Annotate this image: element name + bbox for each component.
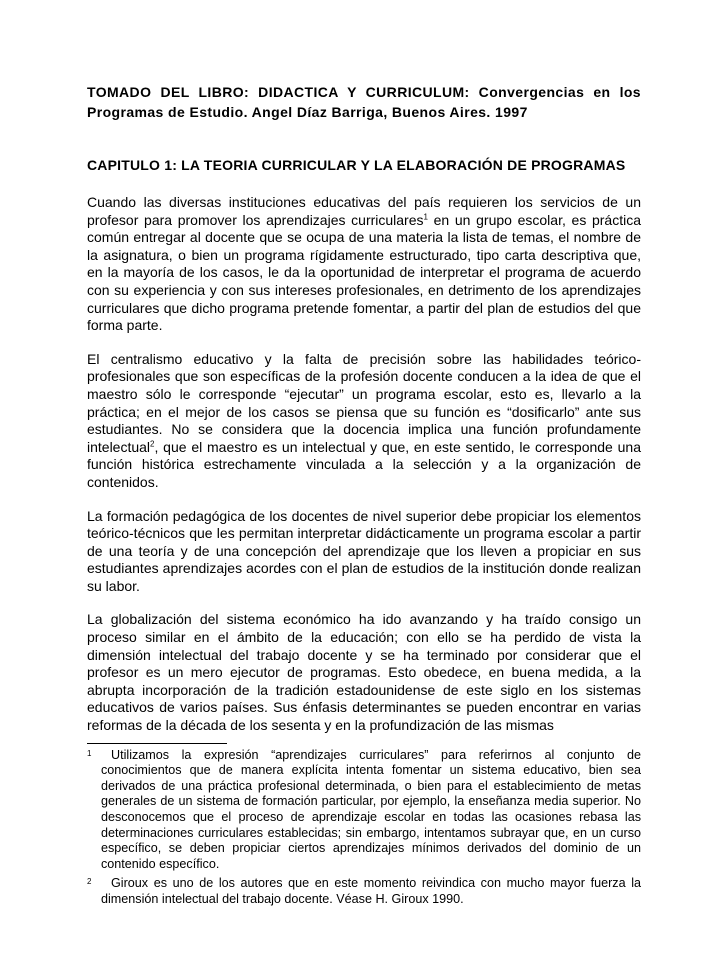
footnote-2-mark: 2 xyxy=(87,877,92,887)
paragraph-1 xyxy=(87,194,641,335)
footnote-1 xyxy=(87,748,641,873)
paragraph-2-text-b: , que el maestro es un intelectual y que, en este sentido, le corresponde una función histórica estrechamente vinculada a la selección y a la organización de contenidos. xyxy=(87,438,641,490)
paragraph-1-text-b: en un grupo escolar, es práctica común entregar al docente que se ocupa de una materia la lista de temas, el nombre de la asignatura, o bien un programa rígidamente estructurado, tipo carta descriptiva que, en la mayoría de los casos, le da la oportunidad de interpretar el programa de acuerdo con su experiencia y con sus intereses profesionales, en detrimento de los aprendizajes curriculares que dicho programa pretende fomentar, a partir del plan de estudios del que forma parte. xyxy=(87,211,642,334)
footnote-ref-1[interactable]: 1 xyxy=(423,211,428,221)
footnote-1-text: Utilizamos la expresión “aprendizajes curriculares” para referirnos al conjunto de conocimientos que de manera explícita intenta fomentar un sistema educativo, bien sea derivados de una práctica profesional determinada, o bien para el establecimiento de metas generales de un sistema de formación particular, por ejemplo, la enseñanza media superior. No desconocemos que el proceso de aprendizaje escolar en todas las ocasiones rebasa las determinaciones curriculares establecidas; sin embargo, intentamos subrayar que, en un curso específico, se deben propiciar ciertos aprendizajes mínimos derivados del dominio de un contenido específico. xyxy=(101,747,641,871)
paragraph-2-text-a: El centralismo educativo y la falta de precisión sobre las habilidades teórico-profesionales que son específicas de la profesión docente conducen a la idea de que el maestro sólo le corresponde “ejecutar” un programa escolar, esto es, llevarlo a la práctica; en el mejor de los casos se piensa que su función es “dosificarlo” ante sus estudiantes. No se considera que la docencia implica una función profundamente intelectual xyxy=(87,350,641,455)
paragraph-1-text-a: Cuando las diversas instituciones educativas del país requieren los servicios de un profesor para promover los aprendizajes curriculares xyxy=(87,194,641,228)
footnote-separator xyxy=(87,743,227,744)
chapter-heading: CAPITULO 1: LA TEORIA CURRICULAR Y LA ELABORACIÓN DE PROGRAMAS xyxy=(87,157,626,173)
paragraph-4: La globalización del sistema económico ha ido avanzando y ha traído consigo un proceso similar en el ámbito de la educación; con ello se ha perdido de vista la dimensión intelectual del trabajo docente y se ha terminado por considerar que el profesor es un mero ejecutor de programas. Esto obedece, en buena medida, a la abrupta incorporación de la tradición estadounidense de este siglo en los sistemas educativos de varios países. Sus énfasis determinantes se pueden encontrar en varias reformas de la década de los sesenta y en la profundización de las mismas xyxy=(87,611,641,734)
footnote-2-text: Giroux es uno de los autores que en este momento reivindica con mucho mayor fuerza la dimensión intelectual del trabajo docente. Véase H. Giroux 1990. xyxy=(101,876,641,906)
book-source-heading: TOMADO DEL LIBRO: DIDACTICA Y CURRICULUM: Convergencias en los Programas de Estudio. Angel Díaz Barriga, Buenos Aires. 1997 xyxy=(87,84,641,120)
footnote-1-mark: 1 xyxy=(87,748,92,758)
paragraph-2 xyxy=(87,351,641,492)
footnote-ref-2[interactable]: 2 xyxy=(150,439,155,449)
paragraph-3: La formación pedagógica de los docentes de nivel superior debe propiciar los elementos teórico-técnicos que les permitan interpretar didácticamente un programa escolar a partir de una teoría y de una concepción del aprendizaje que los lleven a propiciar en sus estudiantes aprendizajes acordes con el plan de estudios de la institución donde realizan su labor. xyxy=(87,507,641,594)
footnote-2 xyxy=(87,876,641,907)
